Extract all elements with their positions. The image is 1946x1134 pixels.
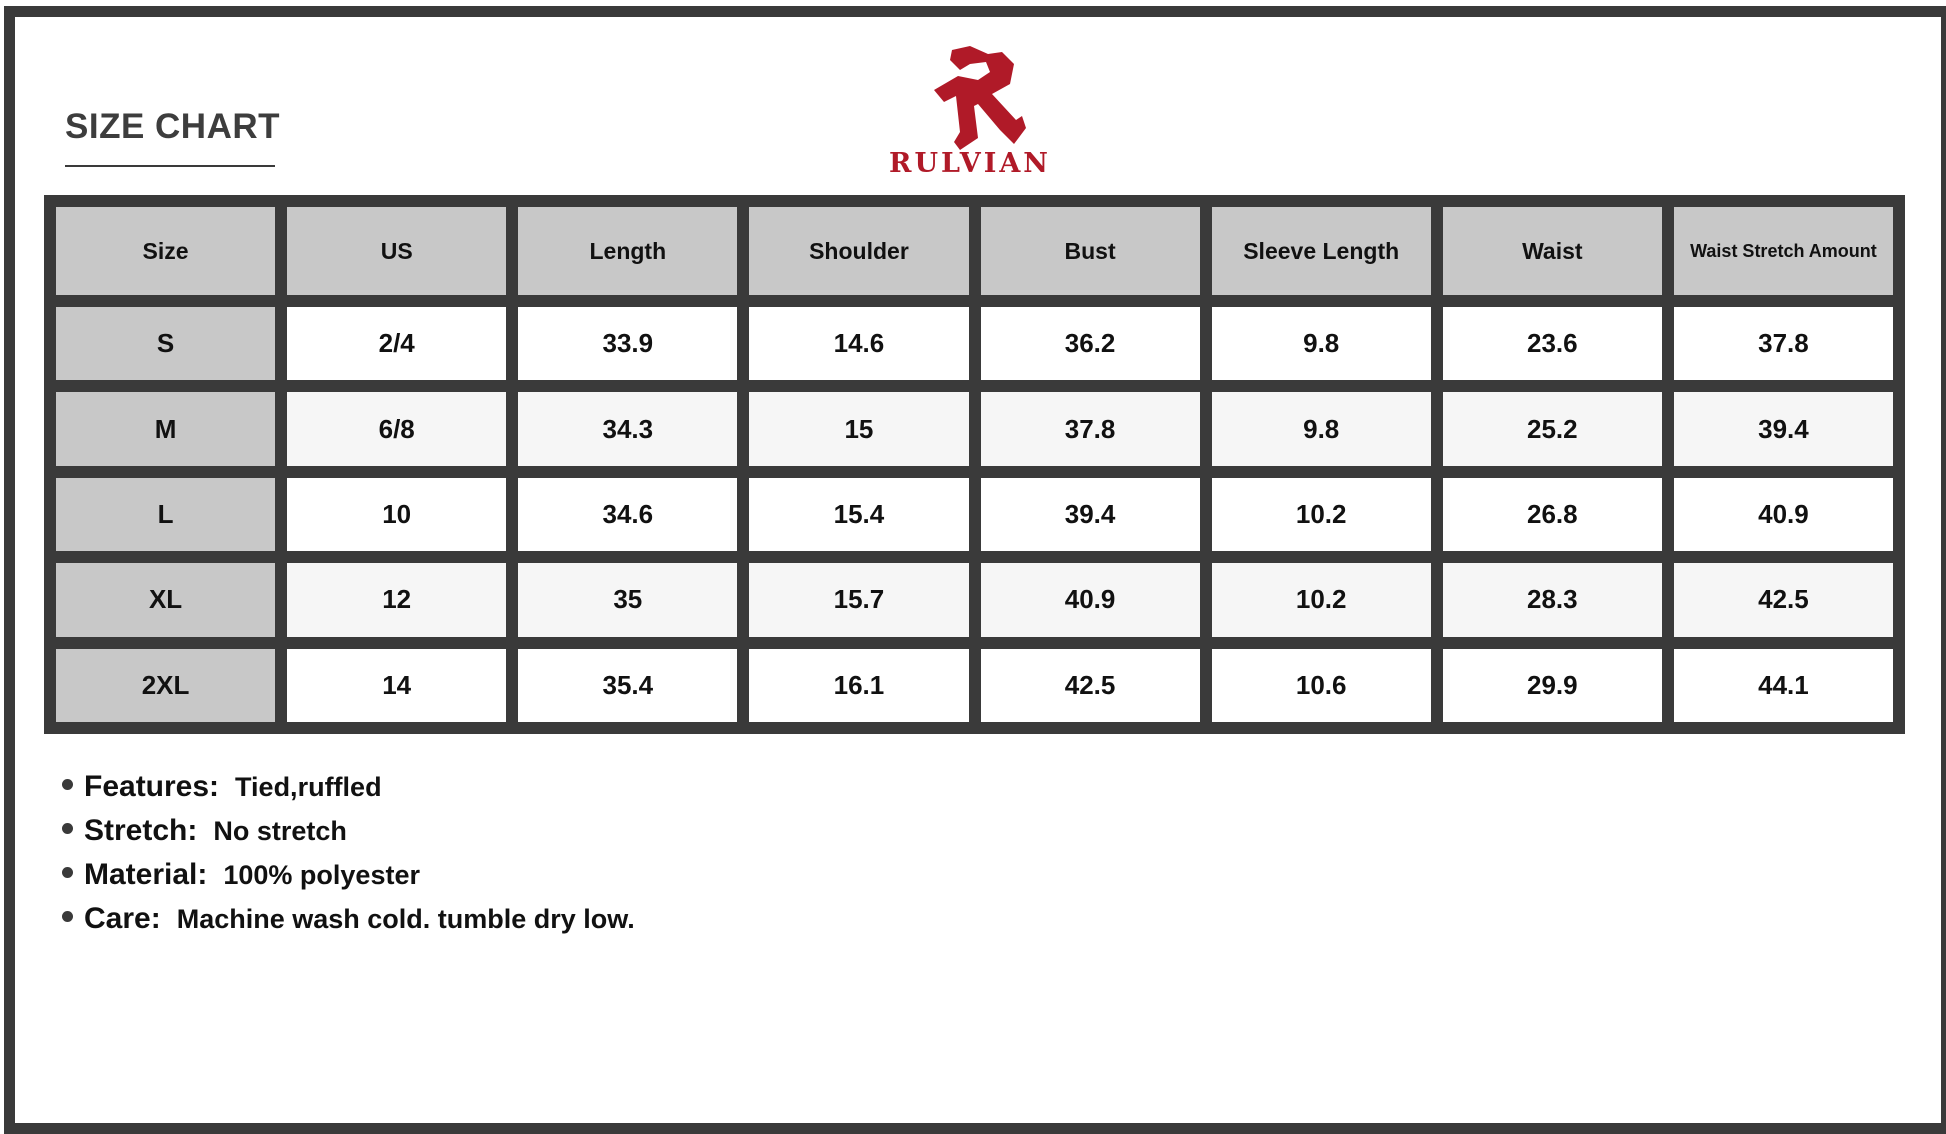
table-cell: 40.9	[1674, 478, 1893, 551]
page-title: SIZE CHART	[65, 107, 280, 146]
table-cell: 14.6	[749, 307, 968, 380]
table-cell: 23.6	[1443, 307, 1662, 380]
size-cell: XL	[56, 563, 275, 636]
table-cell: 2/4	[287, 307, 506, 380]
table-cell: 36.2	[981, 307, 1200, 380]
table-cell: 26.8	[1443, 478, 1662, 551]
header-shoulder: Shoulder	[749, 207, 968, 295]
spec-label: Care:	[84, 902, 161, 935]
table-cell: 10.6	[1212, 649, 1431, 722]
header-us: US	[287, 207, 506, 295]
table-cell: 39.4	[1674, 392, 1893, 465]
spec-value: No stretch	[213, 816, 347, 846]
spec-label: Material:	[84, 858, 208, 891]
table-cell: 34.3	[518, 392, 737, 465]
table-cell: 35.4	[518, 649, 737, 722]
table-cell: 37.8	[981, 392, 1200, 465]
brand-logo	[870, 40, 1070, 190]
size-table	[44, 195, 1905, 734]
title-underline	[65, 165, 275, 167]
spec-stretch	[62, 814, 635, 858]
size-cell: S	[56, 307, 275, 380]
spec-material	[62, 858, 635, 902]
table-cell: 28.3	[1443, 563, 1662, 636]
table-row	[56, 563, 1893, 636]
spec-value: Tied,ruffled	[235, 772, 382, 802]
header-bust: Bust	[981, 207, 1200, 295]
table-cell: 9.8	[1212, 307, 1431, 380]
header-waist-stretch-amount: Waist Stretch Amount	[1674, 207, 1893, 295]
table-header-row	[56, 207, 1893, 295]
table-cell: 16.1	[749, 649, 968, 722]
table-cell: 34.6	[518, 478, 737, 551]
table-cell: 14	[287, 649, 506, 722]
table-cell: 37.8	[1674, 307, 1893, 380]
table-cell: 25.2	[1443, 392, 1662, 465]
size-cell: L	[56, 478, 275, 551]
spec-label: Features:	[84, 770, 220, 803]
table-cell: 42.5	[981, 649, 1200, 722]
table-cell: 42.5	[1674, 563, 1893, 636]
table-row	[56, 649, 1893, 722]
product-specs-list	[62, 770, 635, 946]
brand-name: RULVIAN	[889, 148, 1051, 179]
table-cell: 15.7	[749, 563, 968, 636]
size-cell: 2XL	[56, 649, 275, 722]
header-sleeve-length: Sleeve Length	[1212, 207, 1431, 295]
table-cell: 39.4	[981, 478, 1200, 551]
rulvian-r-logo-icon	[930, 46, 1026, 150]
table-row	[56, 307, 1893, 380]
table-cell: 40.9	[981, 563, 1200, 636]
table-cell: 9.8	[1212, 392, 1431, 465]
table-cell: 10.2	[1212, 563, 1431, 636]
table-cell: 10.2	[1212, 478, 1431, 551]
table-cell: 33.9	[518, 307, 737, 380]
table-cell: 6/8	[287, 392, 506, 465]
header-size: Size	[56, 207, 275, 295]
table-cell: 44.1	[1674, 649, 1893, 722]
bullet-icon	[62, 779, 73, 790]
spec-care	[62, 902, 635, 946]
header-waist: Waist	[1443, 207, 1662, 295]
table-row	[56, 478, 1893, 551]
table-row	[56, 392, 1893, 465]
table-cell: 35	[518, 563, 737, 636]
table-cell: 10	[287, 478, 506, 551]
bullet-icon	[62, 867, 73, 878]
table-cell: 12	[287, 563, 506, 636]
bullet-icon	[62, 823, 73, 834]
header-length: Length	[518, 207, 737, 295]
bullet-icon	[62, 911, 73, 922]
size-cell: M	[56, 392, 275, 465]
table-cell: 15.4	[749, 478, 968, 551]
spec-value: 100% polyester	[223, 860, 420, 890]
table-cell: 15	[749, 392, 968, 465]
spec-label: Stretch:	[84, 814, 198, 847]
table-cell: 29.9	[1443, 649, 1662, 722]
spec-features	[62, 770, 635, 814]
spec-value: Machine wash cold. tumble dry low.	[176, 904, 635, 934]
